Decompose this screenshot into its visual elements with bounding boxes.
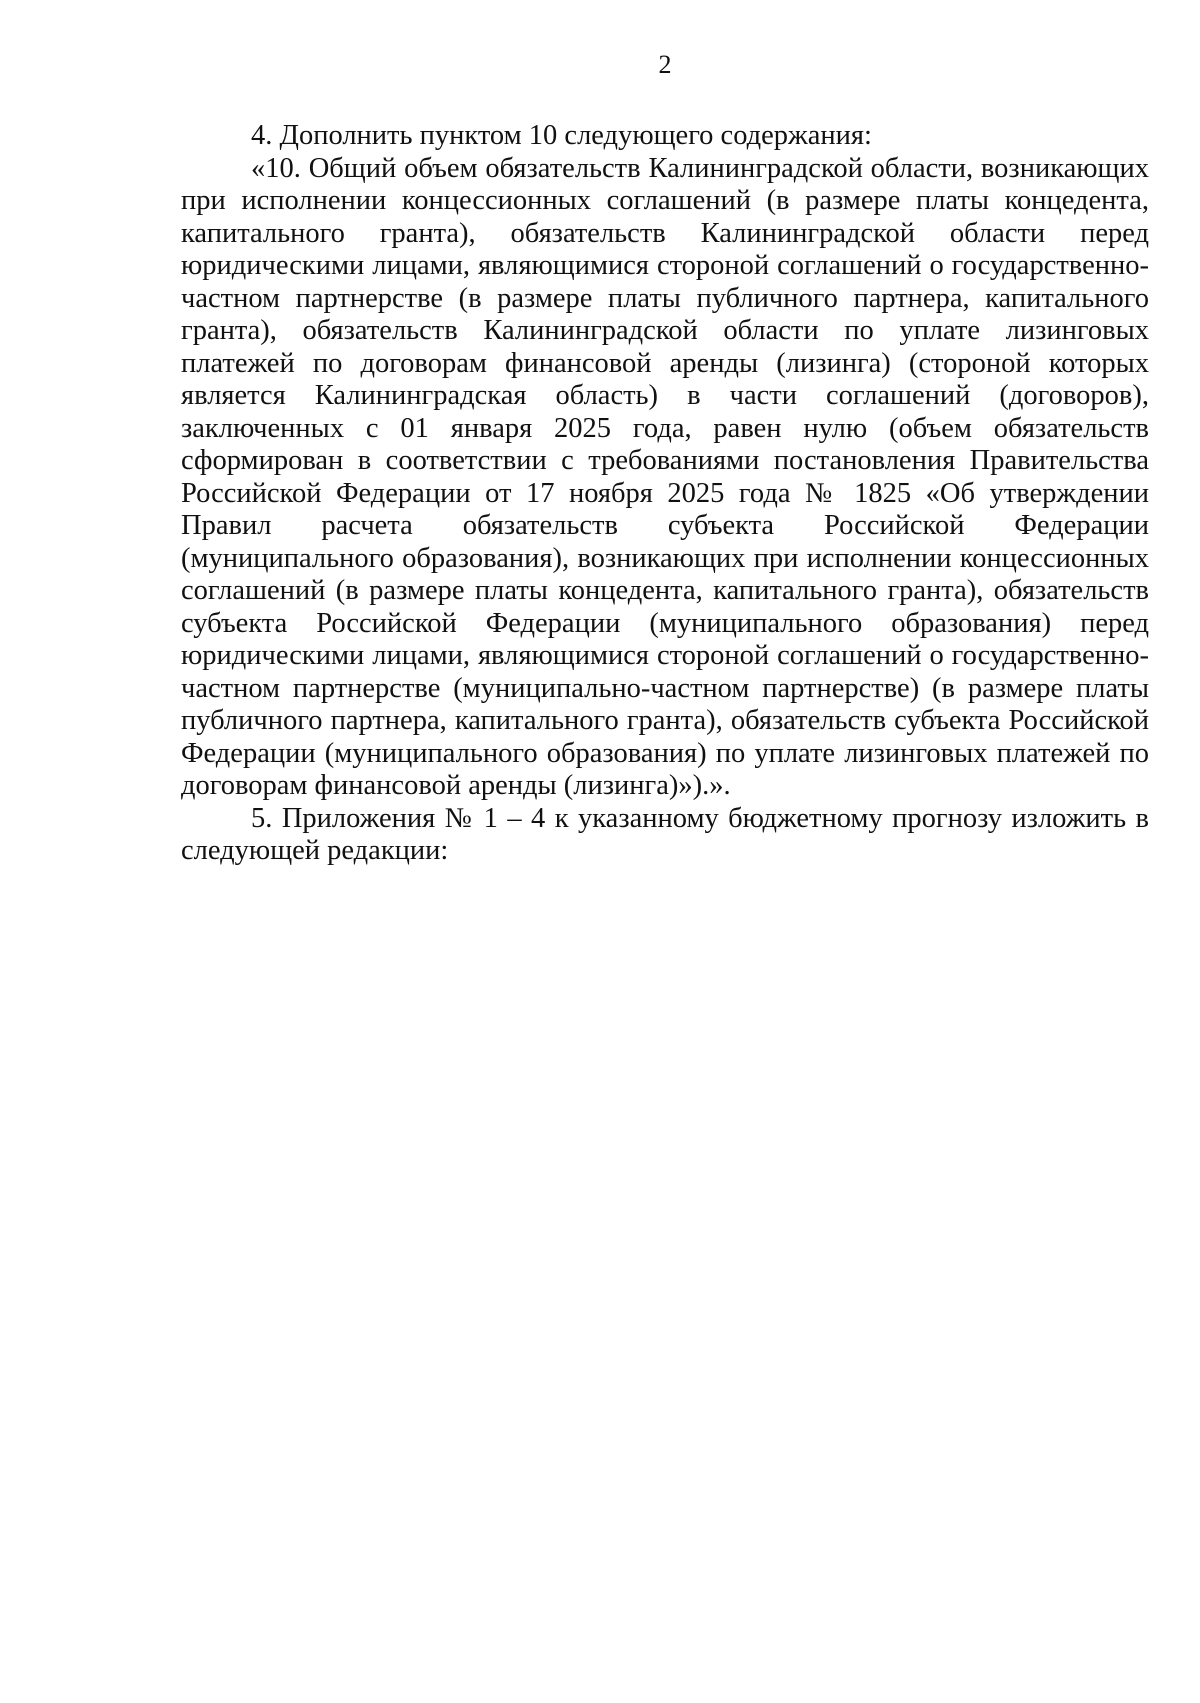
paragraph-item-10-text: «10. Общий объем обязательств Калининградской области, возникающих при исполнении концессионных соглашений (в размере платы концедента, капитального гранта), обязательств Калининградской области перед юридическими лицами, являющимися стороной соглашений о государственно-частном партнерстве (в размере платы публичного партнера, капитального гранта), обязательств Калининградской области по уплате лизинговых платежей по договорам финансовой аренды (лизинга) (стороной которых является Калининградская область) в части соглашений (договоров), заключенных с 01 января 2025 года, равен нулю (объем обязательств сформирован в соответствии с требованиями постановления Правительства Российской Федерации от 17 ноября 2025 года № 1825 «Об утверждении Правил расчета обязательств субъекта Российской Федерации (муниципального образования), возникающих при исполнении концессионных соглашений (в размере платы концедента, капитального гранта), обязательств субъекта Российской Федерации (муниципального образования) перед юридическими лицами, являющимися стороной соглашений о государственно-частном партнерстве (муниципально-частном партнерстве) (в размере платы публичного партнера, капитального гранта), обязательств субъекта Российской Федерации (муниципального образования) по уплате лизинговых платежей по договорам финансовой аренды (лизинга)»).». [181, 152, 1149, 801]
paragraph-item-5: 5. Приложения № 1 – 4 к указанному бюджетному прогнозу изложить в следующей редакции: [181, 802, 1149, 866]
document-body [181, 120, 1149, 868]
page-number: 2 [658, 50, 672, 79]
paragraph-item-4: 4. Дополнить пунктом 10 следующего содержания: [251, 120, 872, 151]
